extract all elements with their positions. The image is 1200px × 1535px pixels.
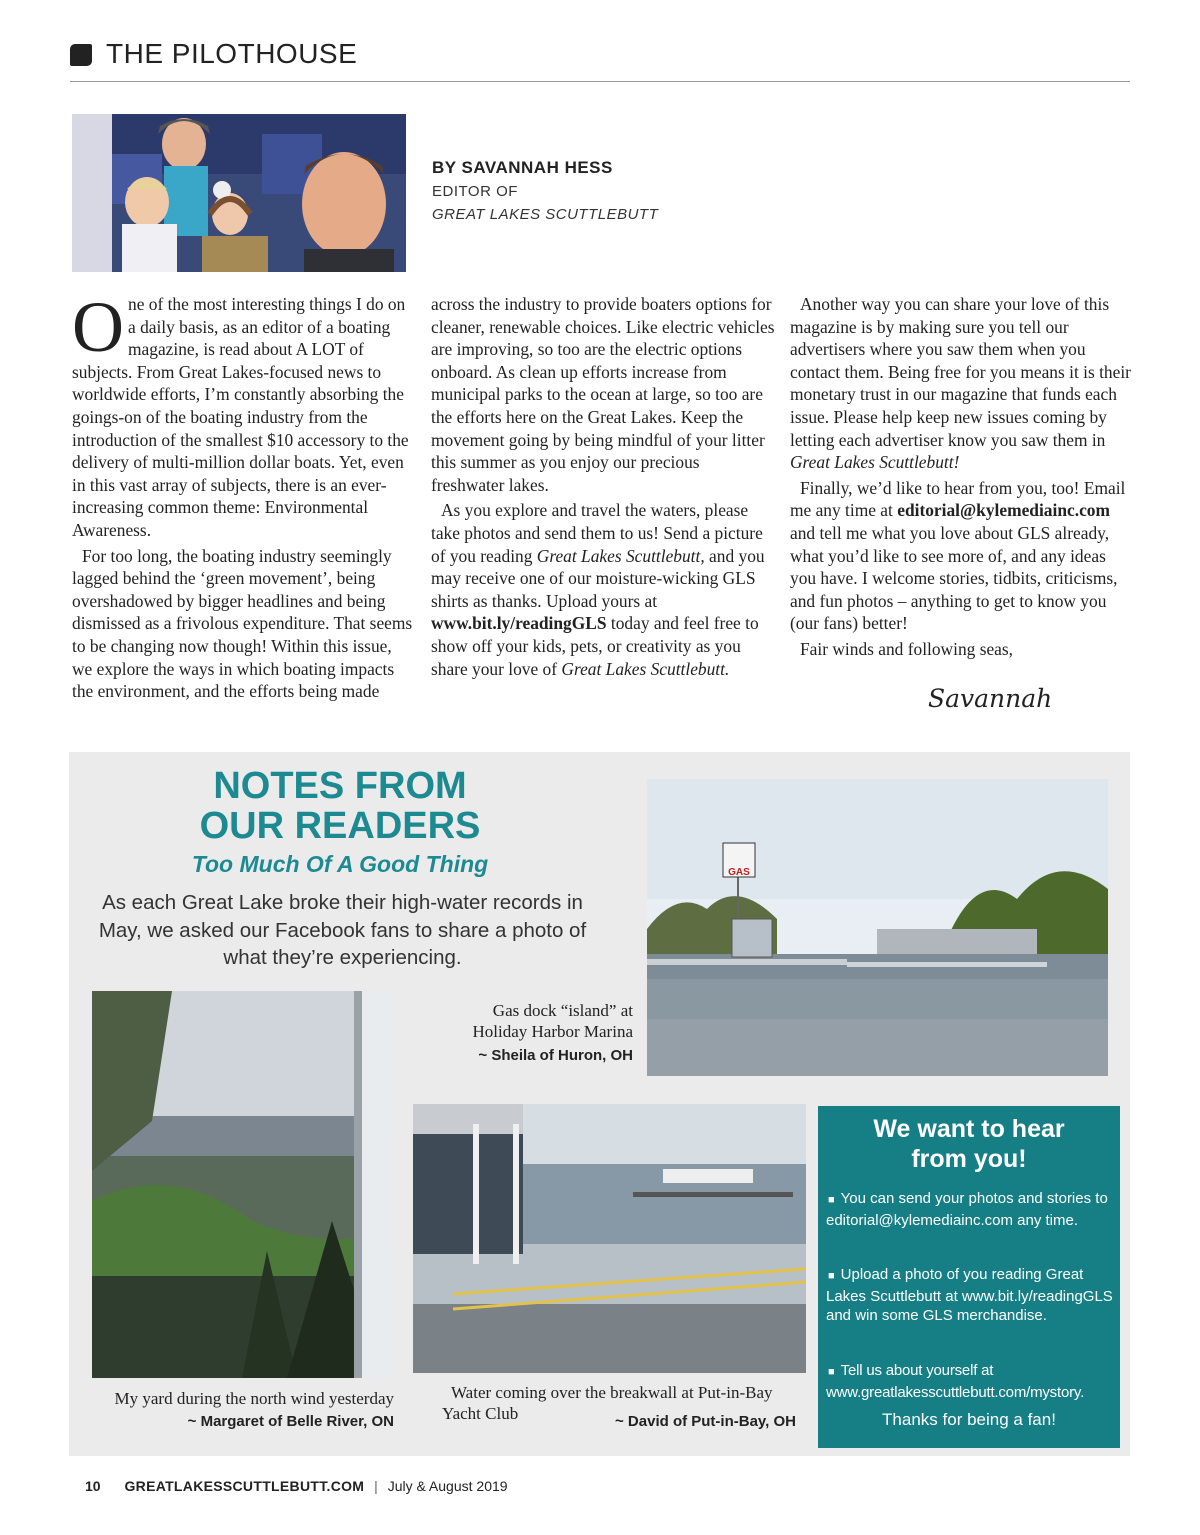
caption-line: Gas dock “island” at — [492, 1001, 633, 1020]
callout-item — [826, 1189, 1116, 1230]
square-bullet-icon: ■ — [828, 1270, 835, 1282]
editorial-email-link[interactable]: editorial@kylemediainc.com — [897, 500, 1110, 521]
gas-dock-caption — [430, 1000, 633, 1042]
article-column-2 — [431, 293, 775, 680]
callout-thanks: Thanks for being a fan! — [882, 1410, 1056, 1429]
footer-separator: | — [374, 1478, 378, 1494]
gas-dock-credit: ~ Sheila of Huron, OH — [478, 1047, 633, 1064]
byline-publication: GREAT LAKES SCUTTLEBUTT — [432, 206, 659, 223]
article-column-3 — [790, 293, 1134, 661]
paragraph-text: As you explore and travel the waters, please take photos and send them to us! Send a picture of you reading — [431, 500, 763, 566]
magazine-name: Great Lakes Scuttlebutt, — [536, 545, 705, 566]
article-paragraph: For too long, the boating industry seemingly lagged behind the ‘green movement’, being overshadowed by bigger headlines and being dismissed as a frivolous expenditure. That seems to be changing now though! Within this issue, we explore the ways in which boating impacts the environment, and the efforts being made — [72, 545, 413, 702]
callout-title — [818, 1114, 1120, 1174]
callout-item — [826, 1361, 1116, 1402]
callout-item-text: You can send your photos and stories to editorial@kylemediainc.com any time. — [826, 1190, 1108, 1229]
editor-signature: Savannah — [928, 684, 1053, 713]
paragraph-text: and you may receive one of our moisture-wicking GLS shirts as thanks. Upload yours at — [431, 545, 765, 611]
paragraph-text: Finally, we’d like to hear from you, too! Email me any time at — [790, 477, 1126, 521]
gas-sign-text: GAS — [728, 867, 750, 878]
editor-family-photo — [72, 114, 406, 272]
article-paragraph: across the industry to provide boaters options for cleaner, renewable choices. Like electric vehicles are improving, so too are the electric options onboard. As clean up efforts increase from municipal parks to the ocean at large, so too are the efforts here on the Great Lakes. Keep the movement going by being mindful of your litter this summer as you enjoy our precious freshwater lakes. — [431, 294, 775, 495]
callout-item-text: Upload a photo of you reading Great Lakes Scuttlebutt at www.bit.ly/readingGLS and win some GLS merchandise. — [826, 1266, 1113, 1324]
magazine-name: Great Lakes Scuttlebutt. — [561, 658, 730, 679]
callout-item-text: Tell us about yourself at www.greatlakesscuttlebutt.com/mystory. — [826, 1362, 1085, 1401]
page-footer — [85, 1478, 508, 1494]
title-line: OUR READERS — [199, 805, 481, 847]
footer-issue: July & August 2019 — [387, 1478, 508, 1494]
reader-notes-title — [140, 766, 540, 846]
byline-role: EDITOR OF — [432, 183, 518, 200]
title-line: from you! — [911, 1145, 1027, 1173]
title-line: NOTES FROM — [213, 765, 467, 807]
yard-caption: My yard during the north wind yesterday — [114, 1389, 394, 1408]
article-column-1 — [72, 287, 416, 703]
byline-author: BY SAVANNAH HESS — [432, 158, 613, 177]
caption-line: Yacht Club — [442, 1404, 519, 1423]
square-bullet-icon: ■ — [828, 1194, 835, 1206]
feedback-callout-box — [818, 1106, 1120, 1448]
caption-line: Holiday Harbor Marina — [472, 1022, 633, 1041]
square-bullet-icon: ■ — [828, 1366, 835, 1378]
breakwall-photo — [413, 1104, 806, 1373]
article-closing: Fair winds and following seas, — [800, 638, 1014, 659]
article-paragraph — [790, 477, 1134, 635]
paragraph-text: and tell me what you love about GLS already, what you’d like to see more of, and any ideas you have. I welcome stories, tidbits, criticisms, and fun photos – anything to get to know you (our fans) better! — [790, 522, 1118, 634]
flooded-yard-photo — [92, 991, 394, 1378]
caption-line: Water coming over the breakwall at Put-in-Bay — [451, 1383, 773, 1402]
gas-dock-photo — [647, 779, 1108, 1076]
page-number: 10 — [85, 1478, 101, 1494]
article-paragraph — [790, 293, 1134, 474]
title-line: We want to hear — [873, 1115, 1065, 1143]
paragraph-text: today and feel free to show off your kids, pets, or creativity as you share your love of — [431, 613, 759, 679]
footer-site: GREATLAKESSCUTTLEBUTT.COM — [124, 1478, 365, 1494]
section-marker-icon — [70, 44, 92, 66]
yard-credit: ~ Margaret of Belle River, ON — [187, 1413, 394, 1430]
article-paragraph — [72, 287, 416, 542]
breakwall-credit: ~ David of Put-in-Bay, OH — [615, 1413, 796, 1430]
paragraph-text: Another way you can share your love of this magazine is by making sure you tell our advertisers where you saw them when you contact them. Being free for you means it is their monetary trust in our magazine that funds each issue. Please help keep new issues coming by letting each advertiser know you saw them in — [790, 294, 1131, 450]
reader-notes-subtitle: Too Much Of A Good Thing — [191, 851, 489, 877]
upload-link[interactable]: www.bit.ly/readingGLS — [431, 613, 607, 634]
section-title: THE PILOTHOUSE — [106, 38, 358, 69]
article-paragraph — [431, 499, 775, 680]
callout-item — [826, 1265, 1116, 1326]
drop-cap: O — [72, 287, 124, 367]
magazine-name: Great Lakes Scuttlebutt! — [790, 452, 960, 473]
header-divider — [70, 81, 1130, 82]
paragraph-text: ne of the most interesting things I do on a daily basis, as an editor of a boating magazine, is read about A LOT of subjects. From Great Lakes-focused news to worldwide efforts, I’m constantly absorbing the goings-on of the boating industry from the introduction of the smallest $10 accessory to the delivery of multi-million dollar boats. Yet, even in this vast array of subjects, there is an ever-increasing common theme: Environmental Awareness. — [72, 294, 409, 540]
reader-notes-intro: As each Great Lake broke their high-water records in May, we asked our Facebook fans to share a photo of what they’re experiencing. — [98, 891, 587, 969]
